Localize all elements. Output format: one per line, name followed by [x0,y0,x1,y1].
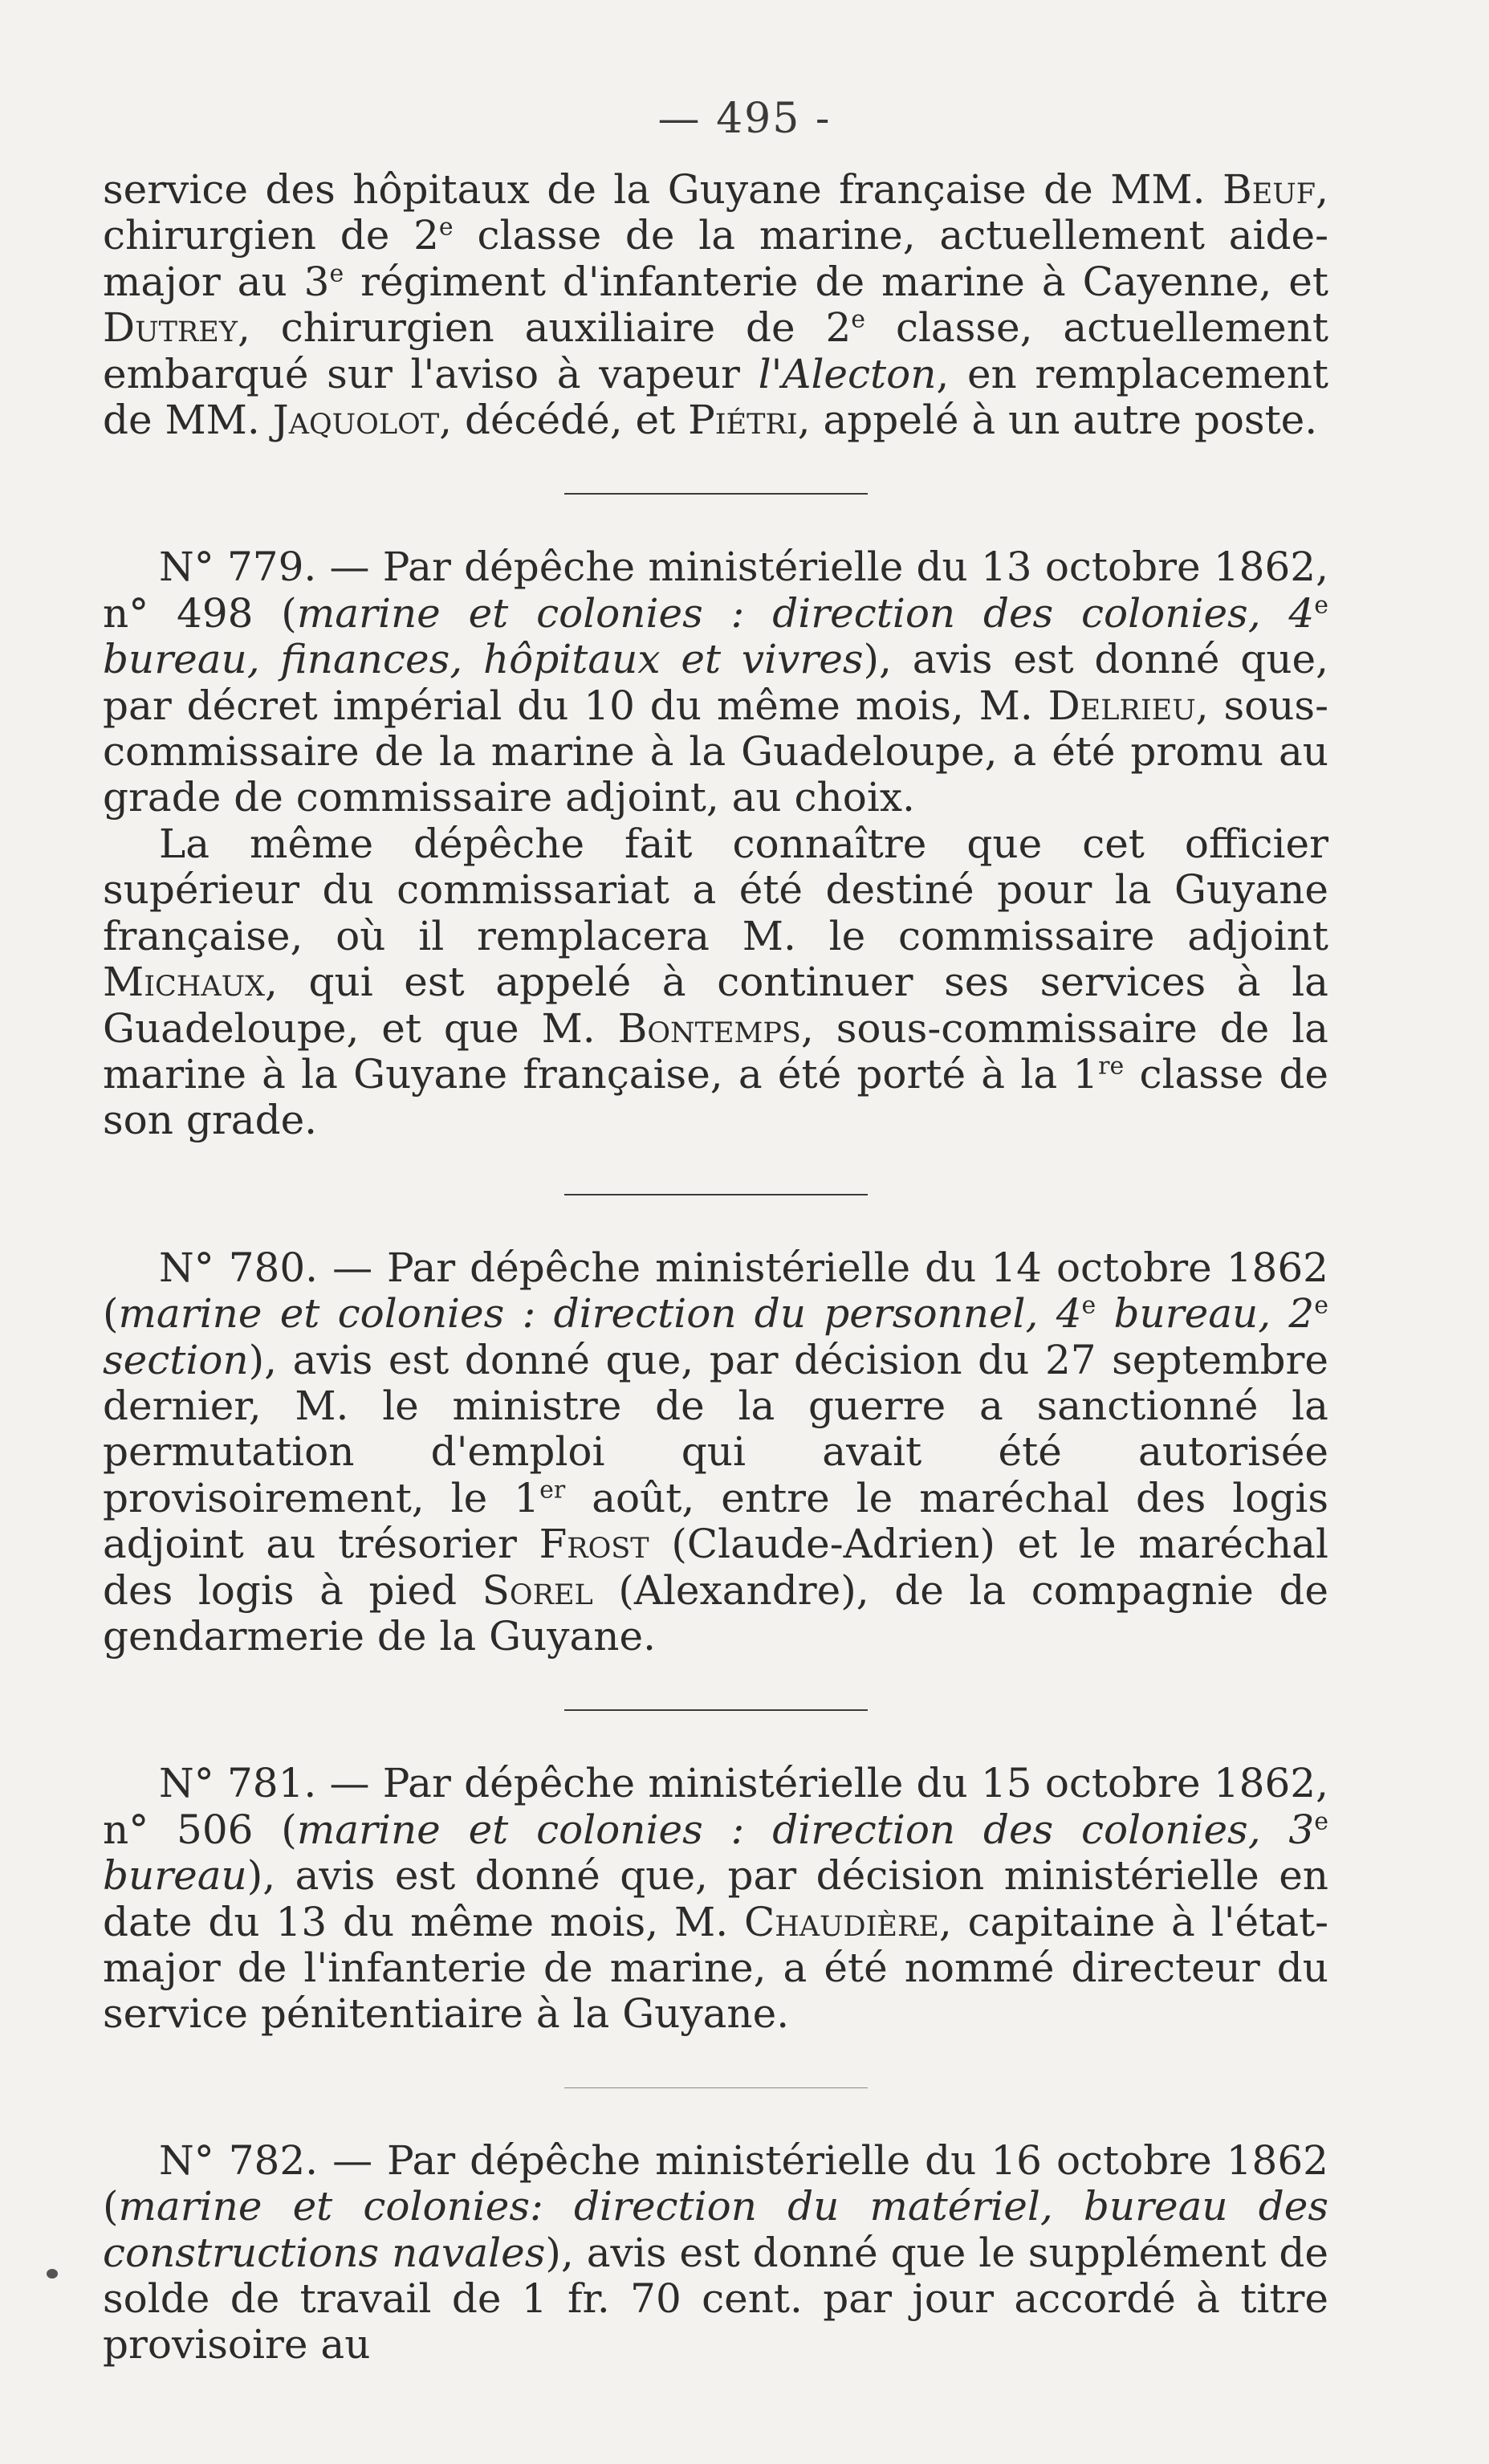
italic-run: bureau, 2 [1096,1290,1315,1338]
superscript: e [438,213,454,242]
paragraph-continuation [103,167,1328,443]
person-name: Piétri [688,397,798,444]
italic-run: marine et colonies : direction des colonies, 4 [296,589,1315,637]
text-run: N° 782. — Par dépêche ministérielle du 16 octobre 1862 ( [103,2136,1328,2230]
person-name: Sorel [482,1566,593,1614]
person-name: Chaudière [743,1898,939,1945]
text-run: août, entre le maréchal des logis adjoint au trésorier [103,1474,1328,1568]
person-name: Frost [539,1521,649,1568]
article-781 [103,1761,1328,2037]
text-run: , capitaine à l'état-major de l'infanterie de marine, a été nommé directeur du service pénitentiaire à la Guyane. [103,1898,1328,2038]
body-text [103,167,1328,2368]
person-name: Beuf [1223,166,1316,213]
text-run: classe, actuellement embarqué sur l'aviso à vapeur [103,304,1329,397]
superscript: re [1098,1052,1125,1081]
italic-run: bureau [103,1852,247,1900]
italic-run: marine et colonies: direction du matériel, bureau des constructions navales [103,2183,1328,2276]
text-run: , en remplacement de MM. [103,350,1328,444]
section-divider [564,1194,868,1195]
text-run: , sous-commissaire de la marine à la Guadeloupe, a été promu au grade de commissaire adjoint, au choix. [103,682,1328,821]
person-name: Bontemps [617,1004,801,1052]
article-779 [103,544,1328,821]
text-run: ), avis est donné que le supplément de solde de travail de 1 fr. 70 cent. par jour accordé à titre provisoire au [103,2229,1328,2368]
text-run: N° 780. — Par dépêche ministérielle du 14 octobre 1862 ( [103,1244,1328,1338]
text-run: La même dépêche fait connaître que cet officier supérieur du commissariat a été destiné pour la Guyane française, où il remplacera M. le commissaire adjoint [103,820,1328,959]
italic-run: bureau, finances, hôpitaux et vivres [103,636,864,683]
ship-name: l'Alecton [758,350,937,397]
text-run: régiment d'infanterie de marine à Cayenne, et [344,258,1328,305]
text-run: , chirurgien de 2 [103,166,1328,259]
superscript: e [851,305,866,334]
superscript: e [1314,591,1328,620]
text-run: (Alexandre), de la compagnie de gendarmerie de la Guyane. [103,1566,1328,1660]
superscript: er [539,1476,566,1505]
superscript: e [1314,1291,1328,1320]
text-run: ), avis est donné que, par décision ministérielle en date du 13 du même mois, M. [103,1852,1328,1945]
section-divider [564,2087,868,2088]
ink-spot [47,2269,58,2279]
italic-run: marine et colonies : direction du personnel, 4 [118,1290,1082,1338]
text-run: , qui est appelé à continuer ses services à la Guadeloupe, et que M. [103,959,1328,1052]
page-number: — 495 - [657,95,832,143]
person-name: Dutrey [103,304,238,352]
text-run: , chirurgien auxiliaire de 2 [237,304,852,352]
text-run: service des hôpitaux de la Guyane française de MM. [103,166,1223,213]
superscript: e [1081,1291,1096,1320]
text-run: , appelé à un autre poste. [797,397,1318,444]
superscript: e [329,259,344,288]
italic-run: marine et colonies : direction des colonies, 3 [296,1806,1315,1853]
article-780 [103,1245,1328,1660]
text-run: classe de la marine, actuellement aide-major au 3 [103,212,1328,305]
text-run: ), avis est donné que, par décision du 27 septembre dernier, M. le ministre de la guerre a sanctionné la permutation d'emploi qui avait été autorisée provisoirement, le 1 [103,1336,1328,1521]
text-run: classe de son grade. [103,1050,1328,1144]
article-782 [103,2138,1328,2368]
section-divider [564,493,868,495]
italic-run: section [103,1336,249,1383]
person-name: Delrieu [1048,682,1196,729]
person-name: Michaux [103,959,266,1006]
text-run: , sous-commissaire de la marine à la Guyane française, a été porté à la 1 [103,1004,1328,1098]
text-run: (Claude-Adrien) et le maréchal des logis à pied [103,1521,1328,1614]
text-run: N° 779. — Par dépêche ministérielle du 13 octobre 1862, n° 498 ( [103,544,1328,637]
person-name: Jaquolot [272,397,440,444]
article-779-continued [103,821,1328,1144]
text-run: , décédé, et [439,397,689,444]
section-divider [564,1709,868,1711]
text-run: N° 781. — Par dépêche ministérielle du 15 octobre 1862, n° 506 ( [103,1760,1328,1853]
text-run: ), avis est donné que, par décret impérial du 10 du même mois, M. [103,636,1328,729]
superscript: e [1314,1807,1328,1836]
